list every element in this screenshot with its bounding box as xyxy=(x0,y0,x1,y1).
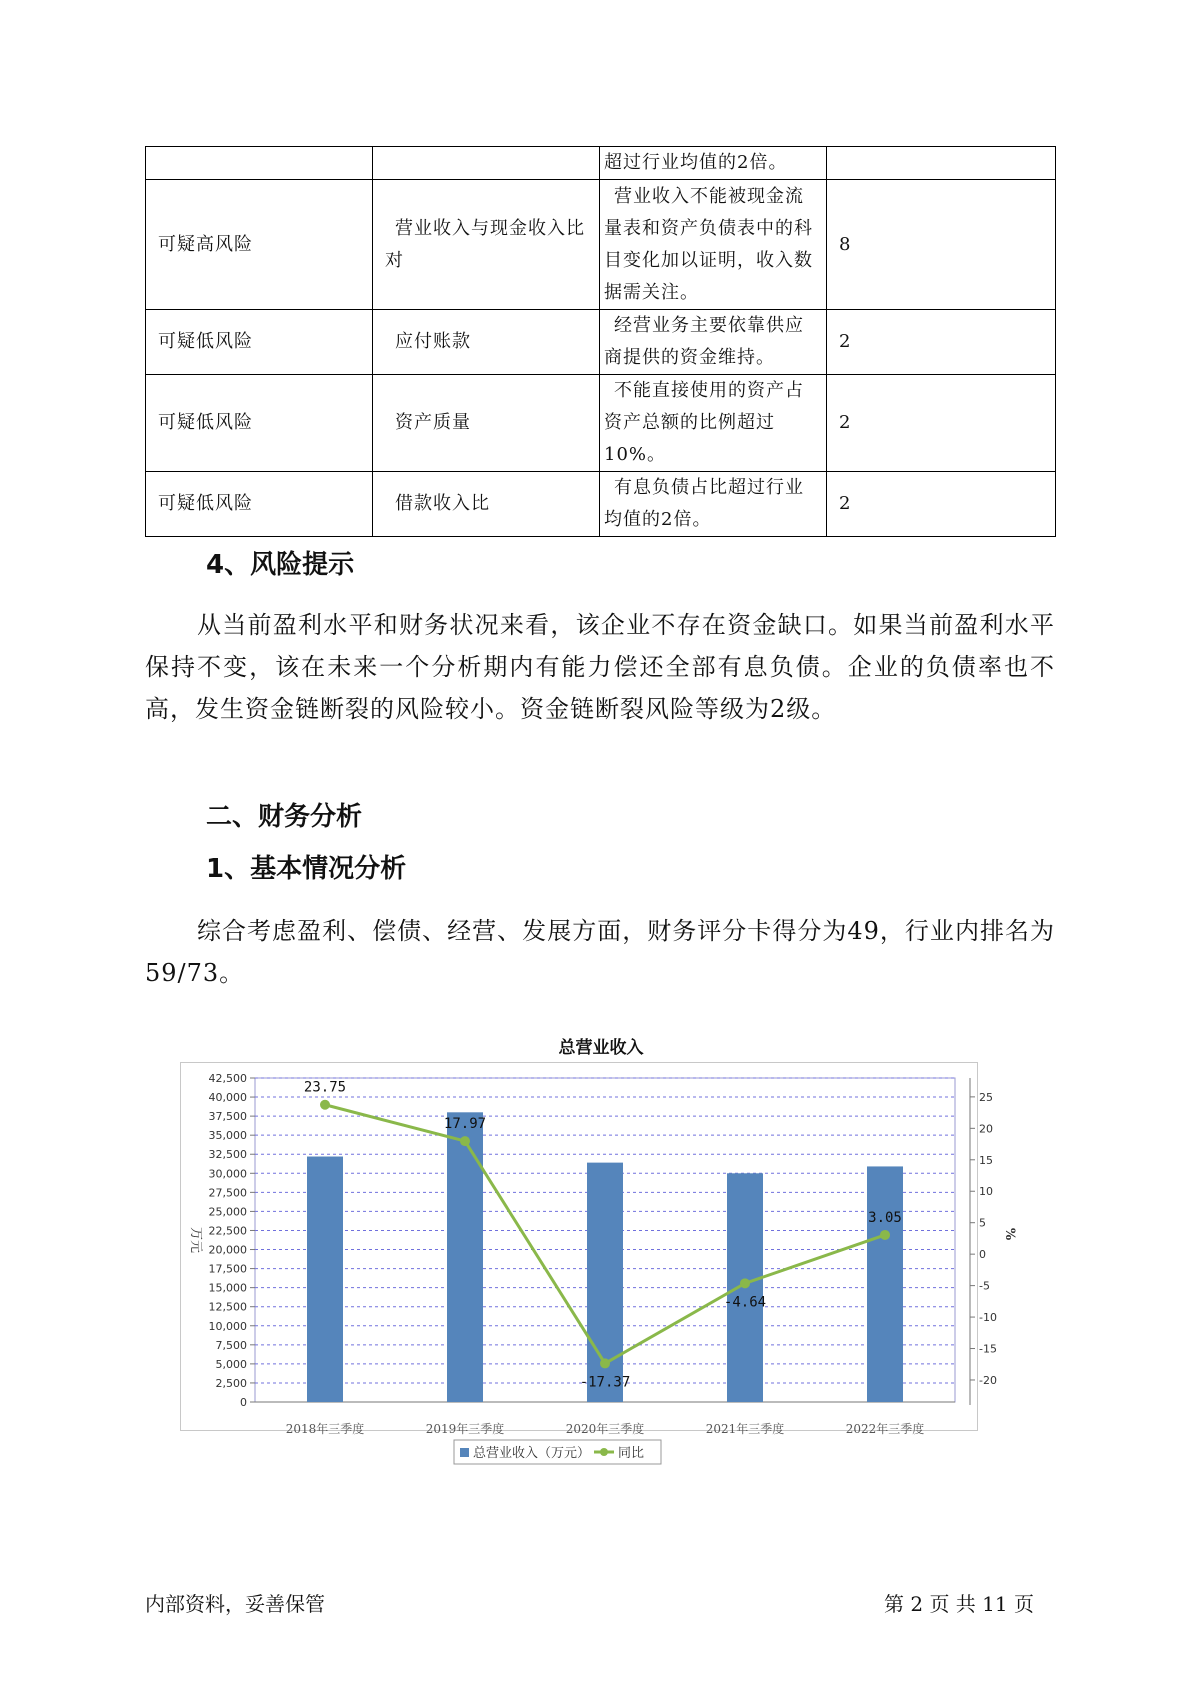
legend-line-marker xyxy=(600,1448,608,1456)
y-tick-label: 27,500 xyxy=(208,1186,247,1200)
y-tick-label: 0 xyxy=(240,1396,247,1409)
risk-score-cell xyxy=(827,180,1056,310)
risk-score-cell xyxy=(827,472,1056,537)
risk-row xyxy=(146,375,1056,472)
yoy-point xyxy=(460,1136,470,1146)
y-tick-label: 15,000 xyxy=(208,1281,247,1295)
risk-description-cell-text: 有息负债占比超过行业均值的2倍。 xyxy=(604,477,804,530)
score-paragraph: 综合考虑盈利、偿债、经营、发展方面，财务评分卡得分为49，行业内排名为59/73。 xyxy=(145,917,1055,987)
risk-level-cell xyxy=(146,180,373,310)
y2-tick-label: -10 xyxy=(979,1311,997,1325)
yoy-point xyxy=(740,1278,750,1288)
y-axis-label: 万元 xyxy=(188,1226,203,1254)
y2-tick-label: 0 xyxy=(979,1248,986,1262)
risk-score-cell xyxy=(827,375,1056,472)
risk-score-cell xyxy=(827,147,1056,180)
y2-tick-label: 5 xyxy=(979,1216,986,1230)
risk-level-cell xyxy=(146,310,373,375)
legend-line-label: 同比 xyxy=(618,1446,645,1461)
risk-description-cell xyxy=(600,472,827,537)
y2-tick-label: -20 xyxy=(979,1373,997,1387)
risk-score-cell-text: 2 xyxy=(839,493,852,514)
risk-item-cell xyxy=(373,147,600,180)
y-tick-label: 7,500 xyxy=(215,1338,247,1352)
y-tick-label: 2,500 xyxy=(215,1376,247,1390)
risk-row xyxy=(146,147,1056,180)
legend-bar-label: 总营业收入（万元） xyxy=(473,1446,591,1461)
risk-level-cell-text: 可疑低风险 xyxy=(158,412,253,433)
y-tick-label: 5,000 xyxy=(215,1357,247,1371)
risk-level-cell-text: 可疑低风险 xyxy=(158,331,253,352)
risk-item-cell-text: 应付账款 xyxy=(395,331,471,352)
risk-level-cell-text: 可疑高风险 xyxy=(158,233,253,255)
x-tick-label: 2022年三季度 xyxy=(845,1422,925,1436)
revenue-chart xyxy=(180,1020,1017,1490)
y-tick-label: 35,000 xyxy=(208,1129,247,1143)
yoy-data-label: -17.37 xyxy=(579,1374,631,1391)
risk-description-cell xyxy=(600,180,827,310)
yoy-data-label: 17.97 xyxy=(443,1116,487,1133)
risk-description-cell-text: 超过行业均值的2倍。 xyxy=(604,152,788,173)
footer-page-number: 第 2 页 共 11 页 xyxy=(884,1592,1034,1616)
risk-item-cell xyxy=(373,375,600,472)
risk-item-cell xyxy=(373,310,600,375)
risk-description-cell xyxy=(600,310,827,375)
footer-confidential: 内部资料，妥善保管 xyxy=(145,1592,325,1616)
risk-description-cell-text: 营业收入不能被现金流量表和资产负债表中的科目变化加以证明，收入数据需关注。 xyxy=(604,185,813,303)
y-tick-label: 37,500 xyxy=(208,1110,247,1124)
revenue-bar xyxy=(447,1112,483,1402)
risk-level-cell xyxy=(146,472,373,537)
y-tick-label: 42,500 xyxy=(208,1072,247,1085)
x-tick-label: 2019年三季度 xyxy=(425,1422,505,1436)
revenue-bar xyxy=(307,1157,343,1402)
y2-tick-label: 15 xyxy=(979,1153,993,1167)
y-tick-label: 22,500 xyxy=(208,1224,247,1238)
risk-level-cell xyxy=(146,147,373,180)
risk-item-cell xyxy=(373,472,600,537)
y2-tick-label: -15 xyxy=(979,1342,997,1356)
risk-score-cell-text: 2 xyxy=(839,331,852,352)
yoy-point xyxy=(320,1100,330,1110)
risk-item-cell-text: 资产质量 xyxy=(395,412,471,433)
risk-score-cell xyxy=(827,310,1056,375)
x-tick-label: 2018年三季度 xyxy=(285,1422,365,1436)
yoy-point xyxy=(600,1358,610,1368)
y2-tick-label: -5 xyxy=(979,1279,990,1293)
y2-axis-label: % xyxy=(1002,1227,1017,1241)
y-tick-label: 10,000 xyxy=(208,1319,247,1333)
legend-bar-swatch xyxy=(460,1448,469,1457)
yoy-data-label: 3.05 xyxy=(868,1209,902,1226)
risk-description-cell xyxy=(600,375,827,472)
y2-tick-label: 25 xyxy=(979,1090,993,1104)
y-tick-label: 12,500 xyxy=(208,1300,247,1314)
risk-item-cell xyxy=(373,180,600,310)
chart-title: 总营业收入 xyxy=(558,1038,644,1058)
risk-level-cell-text: 可疑低风险 xyxy=(158,493,253,514)
risk-row xyxy=(146,472,1056,537)
y-tick-label: 17,500 xyxy=(208,1262,247,1276)
risk-tips-paragraph: 从当前盈利水平和财务状况来看，该企业不存在资金缺口。如果当前盈利水平保持不变，该在未来一个分析期内有能力偿还全部有息负债。企业的负债率也不高，发生资金链断裂的风险较小。资金链断裂风险等级为2级。 xyxy=(145,611,1055,723)
yoy-point xyxy=(880,1230,890,1240)
risk-row xyxy=(146,310,1056,375)
y-tick-label: 32,500 xyxy=(208,1148,247,1162)
risk-description-cell-text: 经营业务主要依靠供应商提供的资金维持。 xyxy=(604,315,804,368)
yoy-data-label: -4.64 xyxy=(723,1294,767,1311)
y-tick-label: 30,000 xyxy=(208,1167,247,1181)
risk-table xyxy=(145,146,1056,537)
risk-row xyxy=(146,180,1056,310)
risk-level-cell xyxy=(146,375,373,472)
finance-analysis-heading: 二、财务分析 xyxy=(206,802,363,832)
y2-tick-label: 20 xyxy=(979,1122,993,1136)
risk-item-cell-text: 营业收入与现金收入比对 xyxy=(385,217,585,271)
y-tick-label: 20,000 xyxy=(208,1243,247,1257)
basic-analysis-heading: 1、基本情况分析 xyxy=(206,854,407,884)
risk-item-cell-text: 借款收入比 xyxy=(395,493,490,514)
risk-description-cell-text: 不能直接使用的资产占资产总额的比例超过10%。 xyxy=(604,380,804,465)
risk-tips-heading: 4、风险提示 xyxy=(206,550,355,580)
risk-score-cell-text: 8 xyxy=(839,233,852,255)
x-tick-label: 2020年三季度 xyxy=(565,1422,645,1436)
y-tick-label: 25,000 xyxy=(208,1205,247,1219)
y2-tick-label: 10 xyxy=(979,1185,993,1199)
x-tick-label: 2021年三季度 xyxy=(705,1422,785,1436)
risk-score-cell-text: 2 xyxy=(839,412,852,433)
y-tick-label: 40,000 xyxy=(208,1091,247,1105)
revenue-bar xyxy=(867,1166,903,1402)
risk-description-cell xyxy=(600,147,827,180)
yoy-data-label: 23.75 xyxy=(303,1079,347,1096)
